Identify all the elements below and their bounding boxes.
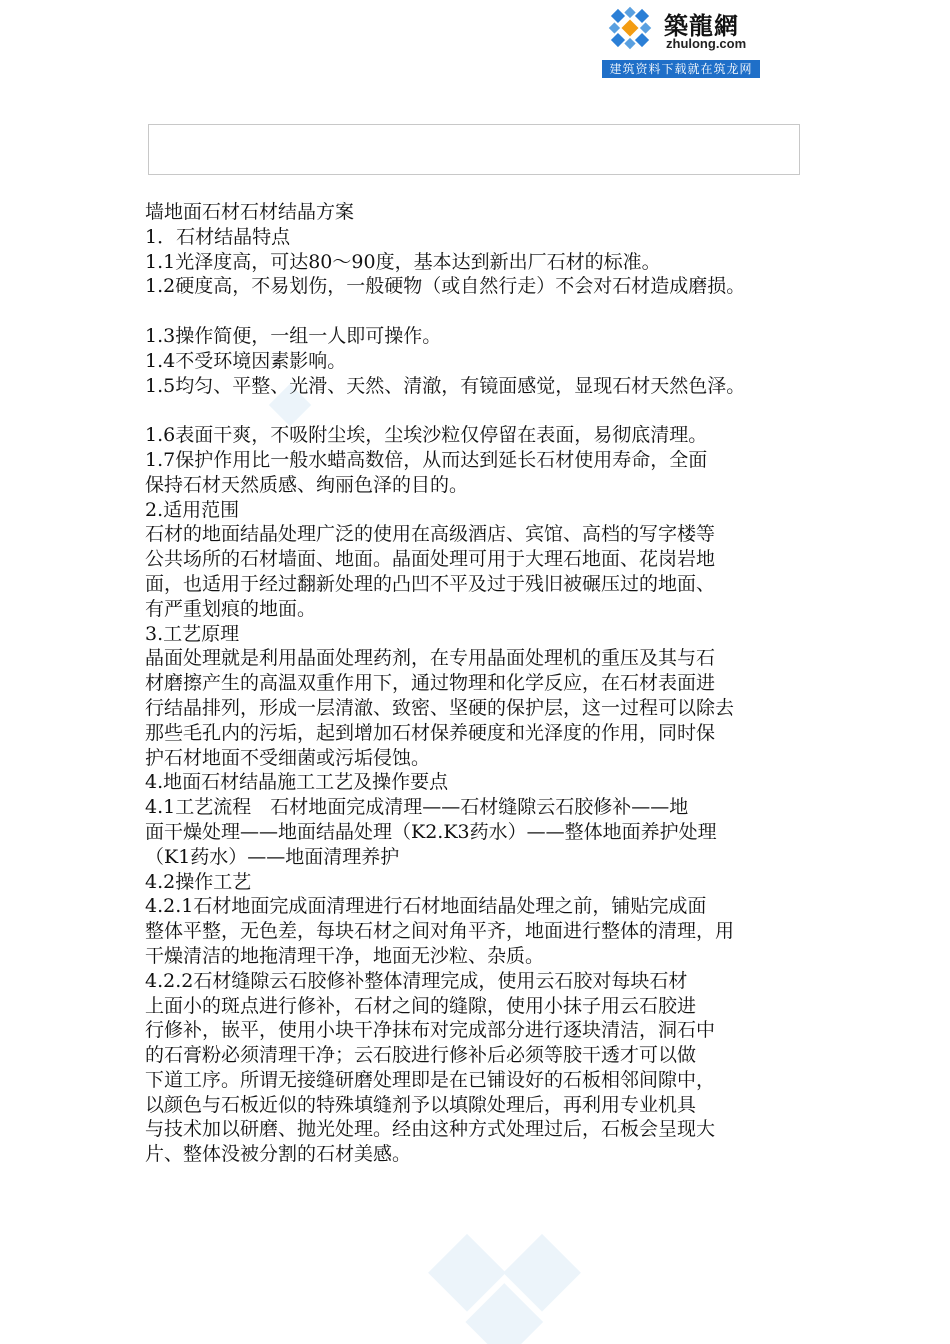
text-line: 保持石材天然质感、绚丽色泽的目的。 [145, 473, 469, 496]
text-line: 那些毛孔内的污垢，起到增加石材保养硬度和光泽度的作用，同时保 [145, 721, 716, 744]
watermark-icon-bottom [420, 1225, 600, 1344]
blank-line [145, 398, 811, 423]
zhulong-logo [602, 2, 760, 78]
document-title: 墙地面石材石材结晶方案 [145, 201, 355, 223]
text-line: 材磨擦产生的高温双重作用下，通过物理和化学反应，在石材表面进 [145, 672, 716, 695]
text-line: 1.3操作简便，一组一人即可操作。 [145, 324, 442, 347]
text-line: 1.5均匀、平整、光滑、天然、清澈，有镜面感觉，显现石材天然色泽。 [145, 374, 746, 397]
text-line: （K1药水）——地面清理养护 [145, 845, 400, 868]
empty-header-box [148, 124, 800, 175]
text-line: 以颜色与石板近似的特殊填缝剂予以填隙处理后，再利用专业机具 [145, 1093, 697, 1116]
text-line: 1.4不受环境因素影响。 [145, 349, 347, 372]
document-body [145, 200, 811, 1167]
text-line: 面，也适用于经过翻新处理的凸凹不平及过于残旧被碾压过的地面、 [145, 572, 716, 595]
logo-domain: zhulong.com [666, 36, 747, 51]
text-line: 3.工艺原理 [145, 622, 240, 645]
text-line: 1.7保护作用比一般水蜡高数倍，从而达到延长石材使用寿命，全面 [145, 448, 708, 471]
document-lines [145, 225, 811, 1167]
text-line: 干燥清洁的地拖清理干净，地面无沙粒、杂质。 [145, 944, 545, 967]
text-line: 护石材地面不受细菌或污垢侵蚀。 [145, 746, 431, 769]
text-line: 2.适用范围 [145, 498, 240, 521]
text-line: 4.1工艺流程 石材地面完成清理——石材缝隙云石胶修补——地 [145, 796, 689, 819]
text-line: 面干燥处理——地面结晶处理（K2.K3药水）——整体地面养护处理 [145, 820, 717, 843]
text-line: 晶面处理就是利用晶面处理药剂，在专用晶面处理机的重压及其与石 [145, 647, 716, 670]
text-line: 的石膏粉必须清理干净；云石胶进行修补后必须等胶干透才可以做 [145, 1044, 697, 1067]
text-line: 片、整体没被分割的石材美感。 [145, 1143, 412, 1166]
text-line: 1.2硬度高，不易划伤，一般硬物（或自然行走）不会对石材造成磨损。 [145, 275, 746, 298]
text-line: 4.地面石材结晶施工工艺及操作要点 [145, 771, 449, 794]
text-line: 4.2操作工艺 [145, 870, 252, 893]
text-line: 与技术加以研磨、抛光处理。经由这种方式处理过后，石板会呈现大 [145, 1118, 716, 1141]
text-line: 行结晶排列，形成一层清澈、致密、坚硬的保护层，这一过程可以除去 [145, 696, 735, 719]
logo-chinese-name: 築龍網 [664, 11, 739, 40]
blank-line [145, 299, 811, 324]
text-line: 行修补，嵌平，使用小块干净抹布对完成部分进行逐块清洁，洞石中 [145, 1019, 716, 1042]
text-line: 4.2.2石材缝隙云石胶修补整体清理完成，使用云石胶对每块石材 [145, 969, 688, 992]
logo-slogan: 建筑资料下载就在筑龙网 [602, 60, 760, 78]
text-line: 1.1光泽度高，可达80～90度，基本达到新出厂石材的标准。 [145, 250, 661, 273]
text-line: 整体平整，无色差，每块石材之间对角平齐，地面进行整体的清理，用 [145, 920, 735, 943]
text-line: 石材的地面结晶处理广泛的使用在高级酒店、宾馆、高档的写字楼等 [145, 523, 716, 546]
text-line: 上面小的斑点进行修补，石材之间的缝隙，使用小抹子用云石胶进 [145, 994, 697, 1017]
text-line: 有严重划痕的地面。 [145, 597, 317, 620]
text-line: 下道工序。所谓无接缝研磨处理即是在已铺设好的石板相邻间隙中， [145, 1068, 716, 1091]
text-line: 4.2.1石材地面完成面清理进行石材地面结晶处理之前，铺贴完成面 [145, 895, 707, 918]
text-line: 公共场所的石材墙面、地面。晶面处理可用于大理石地面、花岗岩地 [145, 548, 716, 571]
text-line: 1．石材结晶特点 [145, 225, 291, 248]
logo-diamond-icon [602, 2, 658, 54]
text-line: 1.6表面干爽，不吸附尘埃，尘埃沙粒仅停留在表面，易彻底清理。 [145, 424, 708, 447]
